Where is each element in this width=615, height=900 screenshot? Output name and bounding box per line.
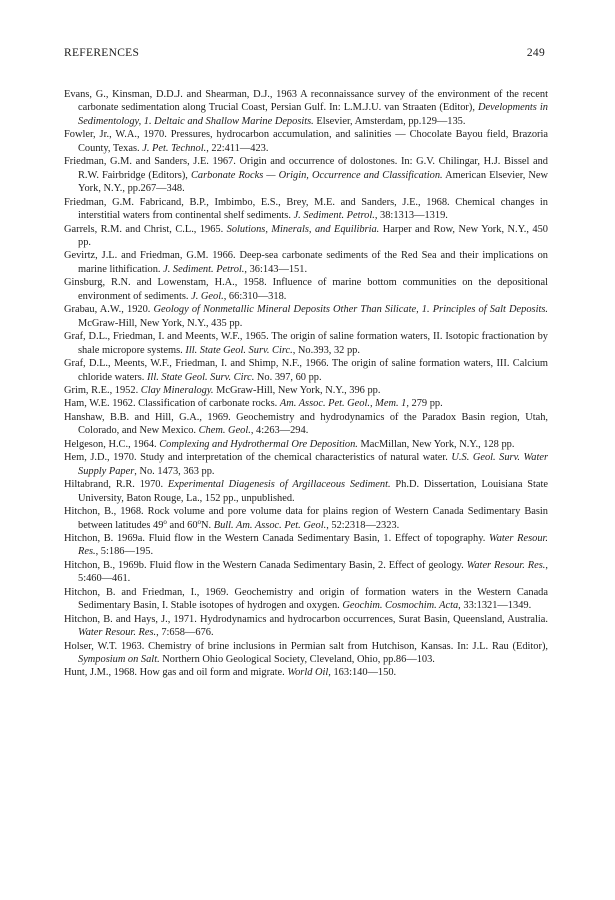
reference-source: Solutions, Minerals, and Equilibria.: [226, 223, 380, 235]
reference-source: Chem. Geol.: [198, 425, 251, 437]
reference-source: Symposium on Salt.: [78, 654, 160, 666]
reference-text: Grabau, A.W., 1920.: [64, 304, 154, 316]
reference-text: , 163:140—150.: [328, 667, 397, 679]
reference-text: , 52:2318—2323.: [326, 519, 400, 531]
reference-text: Hitchon, B. 1969a. Fluid flow in the Western Canada Sedimentary Basin, 1. Effect of topography.: [64, 532, 489, 544]
reference-source: J. Sediment. Petrol.: [163, 263, 245, 275]
section-title: REFERENCES: [64, 47, 140, 59]
reference-text: Hiltabrand, R.R. 1970.: [64, 479, 168, 491]
reference-text: , 5:186—195.: [95, 546, 154, 558]
reference-text: Friedman, G.M. and Sanders, J.E. 1967. Origin and occurrence of dolostones. In: G.V. Chilingar, H.J. Bissel and R.W. Fairbridge (Editors),: [64, 156, 548, 181]
reference-source: Water Resour. Res.: [466, 559, 546, 571]
reference-entry: [64, 586, 548, 613]
reference-source: Geochim. Cosmochim. Acta: [342, 600, 459, 612]
reference-entry: [64, 384, 548, 397]
reference-text: Graf, D.L., Friedman, I. and Meents, W.F., 1965. The origin of saline formation waters, II. Isotopic fractionation by shale micropore systems.: [64, 331, 548, 356]
reference-entry: [64, 88, 548, 128]
reference-entry: [64, 155, 548, 195]
reference-text: , 33:1321—1349.: [458, 600, 532, 612]
reference-text: Ph.D. Dissertation, Louisiana State University, Baton Rouge, La., 152 pp., unpublished.: [78, 479, 549, 504]
reference-entry: [64, 640, 548, 667]
reference-source: J. Pet. Technol.: [142, 142, 207, 154]
reference-source: J. Geol.: [191, 290, 224, 302]
reference-entry: [64, 397, 548, 410]
reference-source: Ill. State Geol. Surv. Circ.: [185, 344, 293, 356]
reference-text: No. 397, 60 pp.: [254, 371, 322, 383]
reference-source: Carbonate Rocks — Origin, Occurrence and Classification.: [190, 169, 443, 181]
reference-entry: [64, 276, 548, 303]
reference-entry: [64, 196, 548, 223]
reference-source: Complexing and Hydrothermal Ore Deposition.: [159, 438, 358, 450]
reference-source: Ill. State Geol. Surv. Circ.: [146, 371, 255, 383]
reference-text: Gevirtz, J.L. and Friedman, G.M. 1966. Deep-sea carbonate sediments of the Red Sea and their implications on marine lithification.: [64, 250, 548, 275]
reference-text: Elsevier, Amsterdam, pp.129—135.: [313, 115, 466, 127]
reference-entry: [64, 223, 548, 250]
reference-source: Experimental Diagenesis of Argillaceous Sediment.: [167, 479, 391, 491]
reference-text: , 4:263—294.: [250, 425, 309, 437]
reference-source: Bull. Am. Assoc. Pet. Geol.: [213, 519, 327, 531]
reference-entry: [64, 478, 548, 505]
reference-text: , No.393, 32 pp.: [292, 344, 360, 356]
reference-entry: [64, 559, 548, 586]
reference-text: and 60: [166, 519, 198, 531]
reference-text: , 36:143—151.: [244, 263, 308, 275]
reference-text: Hitchon, B. and Friedman, I., 1969. Geochemistry and origin of formation waters in the Western Canada Sedimentary Basin, I. Stable isotopes of hydrogen and oxygen.: [64, 586, 548, 612]
reference-text: , 7:658—676.: [156, 627, 214, 639]
reference-text: Hitchon, B., 1969b. Fluid flow in the Western Canada Sedimentary Basin, 2. Effect of geology.: [64, 559, 467, 571]
reference-entry: [64, 303, 548, 330]
reference-text: Graf, D.L., Meents, W.F., Friedman, I. and Shimp, N.F., 1966. The origin of saline formation waters, III. Calcium chloride waters.: [64, 358, 548, 383]
reference-text: , 5:460—461.: [78, 559, 548, 585]
reference-entry: [64, 330, 548, 357]
reference-source: Developments in Sedimentology, 1. Deltaic and Shallow Marine Deposits.: [78, 102, 548, 127]
reference-entry: [64, 532, 548, 559]
reference-text: , 279 pp.: [406, 398, 443, 410]
reference-text: Grim, R.E., 1952.: [64, 384, 141, 396]
reference-entry: [64, 666, 548, 679]
reference-text: Hanshaw, B.B. and Hill, G.A., 1969. Geochemistry and hydrodynamics of the Paradox Basin region, Utah, Colorado, and New Mexico.: [64, 411, 548, 437]
reference-text: Hitchon, B. and Hays, J., 1971. Hydrodynamics and hydrocarbon occurrences, Surat Basin, Queensland, Australia.: [64, 613, 548, 625]
reference-text: Hunt, J.M., 1968. How gas and oil form and migrate.: [64, 667, 288, 679]
reference-entry: [64, 128, 548, 155]
reference-text: , 22:411—423.: [206, 142, 269, 154]
reference-entry: [64, 357, 548, 384]
reference-text: Garrels, R.M. and Christ, C.L., 1965.: [64, 223, 227, 235]
running-header: [64, 47, 545, 59]
reference-source: J. Sediment. Petrol.: [293, 210, 375, 222]
degree-superscript: o: [163, 517, 167, 526]
reference-text: American Elsevier, New York, N.Y., pp.267—348.: [78, 169, 549, 195]
reference-text: Hitchon, B., 1968. Rock volume and pore volume data for plains region of Western Canada Sedimentary Basin between latitudes 49: [64, 506, 548, 531]
reference-text: , 38:1313—1319.: [374, 210, 448, 222]
reference-source: Geology of Nonmetallic Mineral Deposits Other Than Silicate, 1. Principles of Salt Deposits.: [153, 304, 548, 316]
reference-entry: [64, 438, 548, 451]
reference-source: Clay Mineralogy.: [140, 384, 214, 396]
page-number: 249: [526, 47, 545, 59]
reference-source: World Oil: [287, 667, 329, 679]
reference-text: Holser, W.T. 1963. Chemistry of brine inclusions in Permian salt from Hutchison, Kansas. In: J.L. Rau (Editor),: [64, 640, 548, 652]
reference-entry: [64, 249, 548, 276]
reference-text: Ginsburg, R.N. and Lowenstam, H.A., 1958. Influence of marine bottom communities on the depositional environment of sediments.: [64, 277, 548, 302]
reference-text: Ham, W.E. 1962. Classification of carbonate rocks.: [64, 398, 280, 410]
reference-text: Fowler, Jr., W.A., 1970. Pressures, hydrocarbon accumulation, and salinities — Chocolate Bayou field, Brazoria County, Texas.: [64, 129, 548, 154]
reference-list: [64, 88, 548, 680]
reference-text: Friedman, G.M. Fabricand, B.P., Imbimbo, E.S., Brey, M.E. and Sanders, J.E., 1968. Chemical changes in interstitial waters from continental shelf sediments.: [64, 196, 548, 222]
reference-text: MacMillan, New York, N.Y., 128 pp.: [357, 438, 515, 450]
reference-text: Evans, G., Kinsman, D.D.J. and Shearman, D.J., 1963 A reconnaissance survey of the environment of the recent carbonate sedimentation along Trucial Coast, Persian Gulf. In: L.M.J.U. van Straaten (Editor),: [64, 89, 548, 114]
reference-text: McGraw-Hill, New York, N.Y., 435 pp.: [78, 317, 243, 329]
reference-entry: [64, 505, 548, 532]
reference-text: N.: [201, 519, 214, 531]
reference-text: , 66:310—318.: [223, 290, 287, 302]
reference-text: Northern Ohio Geological Society, Cleveland, Ohio, pp.86—103.: [159, 654, 435, 666]
reference-entry: [64, 411, 548, 438]
reference-entry: [64, 451, 548, 478]
reference-text: Harper and Row, New York, N.Y., 450 pp.: [78, 223, 548, 248]
reference-source: Water Resour. Res.: [78, 627, 157, 639]
reference-source: Am. Assoc. Pet. Geol., Mem. 1: [279, 398, 407, 410]
reference-text: McGraw-Hill, New York, N.Y., 396 pp.: [213, 384, 381, 396]
reference-source: Water Resour. Res.: [78, 532, 549, 558]
degree-superscript: o: [197, 517, 202, 526]
reference-source: U.S. Geol. Surv. Water Supply Paper: [78, 452, 548, 477]
reference-text: , No. 1473, 363 pp.: [134, 465, 215, 477]
reference-entry: [64, 613, 548, 640]
reference-text: Hem, J.D., 1970. Study and interpretation of the chemical characteristics of natural water.: [64, 452, 452, 464]
reference-text: Helgeson, H.C., 1964.: [64, 438, 160, 450]
